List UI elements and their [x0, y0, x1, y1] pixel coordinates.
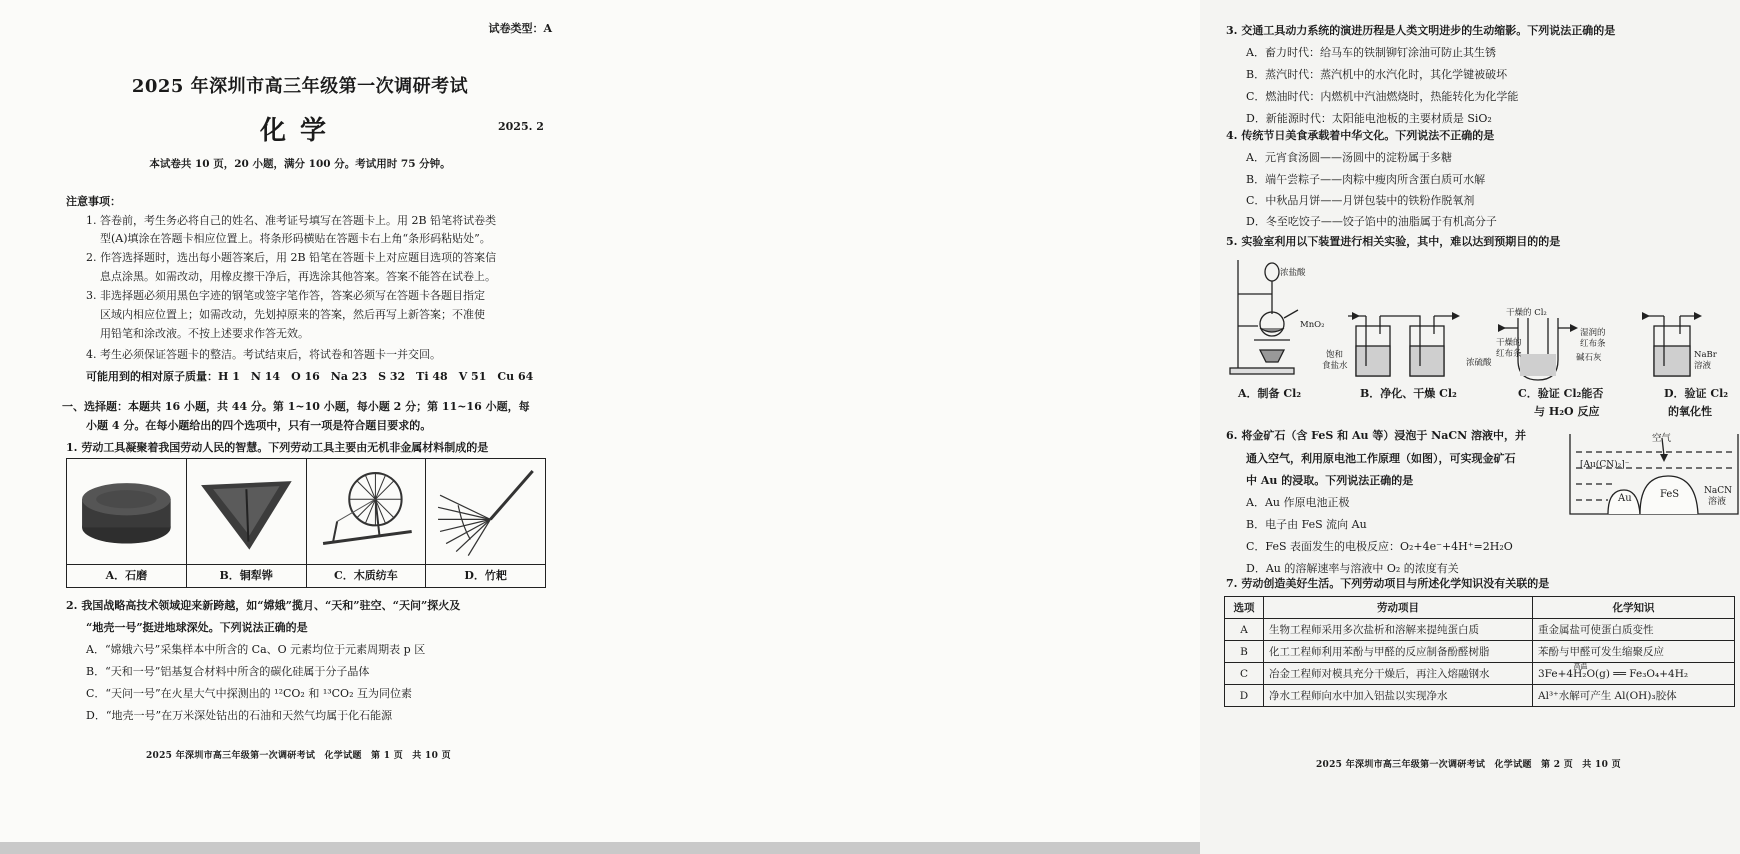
subject-title: 化学: [259, 116, 340, 146]
q5-caption-c[interactable]: C．验证 Cl₂能否: [1518, 387, 1604, 400]
millstone-image: [73, 465, 180, 558]
q2-option-d[interactable]: D．“地壳一号”在万米深处钻出的石油和天然气均属于化石能源: [86, 709, 393, 722]
note-line: 1. 答卷前，考生务必将自己的姓名、准考证号填写在答题卡上。用 2B 铅笔将试卷类: [86, 214, 497, 227]
row-knowledge: 重金属盐可使蛋白质变性: [1533, 619, 1735, 641]
q5-caption-b[interactable]: B．净化、干燥 Cl₂: [1360, 387, 1457, 400]
table-header-row: [1225, 597, 1735, 619]
section-heading-cont: 小题 4 分。在每小题给出的四个选项中，只有一项是符合题目要求的。: [86, 419, 432, 432]
scan-edge: [0, 842, 1200, 854]
q6-stem-cont: 中 Au 的浸取。下列说法正确的是: [1246, 474, 1414, 487]
q1-option-d[interactable]: [426, 459, 545, 587]
q4-option-a[interactable]: A．元宵食汤圆——汤圆中的淀粉属于多糖: [1246, 151, 1452, 164]
exam-title: 2025 年深圳市高三年级第一次调研考试: [131, 76, 469, 97]
q1-option-b[interactable]: [187, 459, 307, 587]
q1-caption: D．竹耙: [426, 564, 545, 587]
q2-stem: 2. 我国战略高技术领域迎来新跨越，如“嫦娥”揽月、“天和”驻空、“天问”探火及: [66, 599, 461, 612]
q5-caption-a[interactable]: A．制备 Cl₂: [1238, 387, 1302, 400]
label-soda-lime: 碱石灰: [1576, 353, 1602, 363]
q3-option-a[interactable]: A．畜力时代：给马车的铁制铆钉涂油可防止其生锈: [1246, 46, 1496, 59]
label-mno2: MnO₂: [1300, 320, 1325, 330]
q5-caption-d[interactable]: D．验证 Cl₂: [1664, 387, 1729, 400]
table-row[interactable]: [1225, 685, 1735, 707]
q5-caption-c-2: 与 H₂O 反应: [1534, 405, 1600, 418]
note-line: 4. 考生必须保证答题卡的整洁。考试结束后，将试卷和答题卡一并交回。: [86, 348, 441, 361]
label-fes: FeS: [1660, 489, 1680, 500]
row-knowledge: 苯酚与甲醛可发生缩聚反应: [1533, 641, 1735, 663]
q1-option-c[interactable]: [307, 459, 427, 587]
q6-option-a[interactable]: A．Au 作原电池正极: [1246, 496, 1350, 509]
q1-image-table: [66, 458, 546, 588]
q5-stem: 5. 实验室利用以下装置进行相关实验，其中，难以达到预期目的的是: [1226, 235, 1561, 248]
row-option: D: [1225, 685, 1264, 707]
q3-stem: 3. 交通工具动力系统的演进历程是人类文明进步的生动缩影。下列说法正确的是: [1226, 24, 1616, 37]
row-project: 生物工程师采用多次盐析和溶解来提纯蛋白质: [1264, 619, 1533, 641]
notes-title: 注意事项：: [66, 195, 121, 208]
label-au-complex: [Au(CN)₂]⁻: [1580, 460, 1630, 470]
label-sat-nacl-2: 食盐水: [1322, 361, 1348, 371]
page-1: [0, 0, 600, 842]
column-header: 选项: [1225, 597, 1264, 619]
page-2: [600, 0, 1733, 842]
q1-option-a[interactable]: [67, 459, 187, 587]
column-header: 劳动项目: [1264, 597, 1533, 619]
label-nabr: NaBr: [1694, 350, 1717, 360]
note-line: 3. 非选择题必须用黑色字迹的钢笔或签字笔作答，答案必须写在答题卡各题目指定: [86, 289, 485, 302]
label-wet-cloth-2: 红布条: [1580, 339, 1606, 349]
q7-stem: 7. 劳动创造美好生活。下列劳动项目与所述化学知识没有关联的是: [1226, 577, 1550, 590]
note-line: 用铅笔和涂改液。不按上述要求作答无效。: [100, 327, 309, 340]
table-row[interactable]: [1225, 619, 1735, 641]
q2-option-c[interactable]: C．“天问一号”在火星大气中探测出的 ¹²CO₂ 和 ¹³CO₂ 互为同位素: [86, 687, 412, 700]
note-line: 2. 作答选择题时，选出每小题答案后，用 2B 铅笔在答题卡上对应题目选项的答案信: [86, 251, 497, 264]
q4-option-b[interactable]: B．端午尝粽子——肉粽中瘦肉所含蛋白质可水解: [1246, 173, 1486, 186]
q6-option-c[interactable]: C．FeS 表面发生的电极反应：O₂+4e⁻+4H⁺=2H₂O: [1246, 540, 1513, 553]
paper-type: 试卷类型：A: [488, 22, 552, 35]
label-nacn-2: 溶液: [1708, 497, 1727, 507]
label-au: Au: [1618, 493, 1632, 504]
q2-option-a[interactable]: A．“嫦娥六号”采集样本中所含的 Ca、O 元素均位于元素周期表 p 区: [86, 643, 426, 656]
q6-stem-cont: 通入空气，利用原电池工作原理（如图），可实现金矿石: [1246, 452, 1516, 465]
high-temp-note: 高温: [1573, 661, 1588, 670]
q4-stem: 4. 传统节日美食承载着中华文化。下列说法不正确的是: [1226, 129, 1495, 142]
page-footer: 2025 年深圳市高三年级第一次调研考试 化学试题 第 1 页 共 10 页: [146, 751, 451, 761]
atomic-mass-line: 可能用到的相对原子质量：H 1 N 14 O 16 Na 23 S 32 Ti 48 V 51 Cu 64: [86, 370, 534, 383]
q2-stem-cont: “地壳一号”挺进地球深处。下列说法正确的是: [86, 621, 308, 634]
exam-intro: 本试卷共 10 页，20 小题，满分 100 分。考试用时 75 分钟。: [149, 158, 451, 170]
section-heading: 一、选择题：本题共 16 小题，共 44 分。第 1~10 小题，每小题 2 分；第 11~16 小题，每: [62, 400, 530, 413]
q3-option-d[interactable]: D．新能源时代：太阳能电池板的主要材质是 SiO₂: [1246, 112, 1492, 125]
label-nabr-2: 溶液: [1694, 361, 1712, 371]
q5-caption-d-2: 的氧化性: [1668, 405, 1712, 418]
q1-caption: B．铜犁铧: [187, 564, 306, 587]
table-row[interactable]: [1225, 641, 1735, 663]
label-air: 空气: [1652, 433, 1672, 444]
table-row[interactable]: [1225, 663, 1735, 685]
q1-caption: C．木质纺车: [307, 564, 426, 587]
spinning-wheel-image: [313, 465, 420, 558]
label-sat-nacl: 饱和: [1326, 350, 1344, 360]
q7-table: [1224, 596, 1735, 707]
q4-option-d[interactable]: D．冬至吃饺子——饺子馅中的油脂属于有机高分子: [1246, 215, 1497, 228]
row-project: 化工工程师利用苯酚与甲醛的反应制备酚醛树脂: [1264, 641, 1533, 663]
note-line: 区域内相应位置上；如需改动，先划掉原来的答案，然后再写上新答案；不准使: [100, 308, 485, 321]
row-knowledge: Al³⁺水解可产生 Al(OH)₃胶体: [1533, 685, 1735, 707]
q1-caption: A．石磨: [67, 564, 186, 587]
label-dry-cloth: 干燥的: [1496, 338, 1522, 348]
note-line: 型(A)填涂在答题卡相应位置上。将条形码横贴在答题卡右上角“条形码粘贴处”。: [100, 232, 491, 245]
knowledge-formula: 3Fe+4H₂O(g) ══ Fe₃O₄+4H₂: [1538, 667, 1689, 680]
label-nacn: NaCN: [1704, 486, 1733, 496]
column-header: 化学知识: [1533, 597, 1735, 619]
label-conc-h2so4: 浓硫酸: [1466, 358, 1492, 368]
bamboo-rake-image: [432, 465, 539, 558]
row-knowledge: [1533, 663, 1735, 685]
q6-stem: 6. 将金矿石（含 FeS 和 Au 等）浸泡于 NaCN 溶液中，并: [1226, 429, 1526, 442]
copper-plowshare-image: [193, 465, 300, 558]
q3-option-c[interactable]: C．燃油时代：内燃机中汽油燃烧时，热能转化为化学能: [1246, 90, 1519, 103]
row-option: B: [1225, 641, 1264, 663]
row-project: 净水工程师向水中加入铝盐以实现净水: [1264, 685, 1533, 707]
q6-option-d[interactable]: D．Au 的溶解速率与溶液中 O₂ 的浓度有关: [1246, 562, 1459, 575]
q4-option-c[interactable]: C．中秋品月饼——月饼包装中的铁粉作脱氧剂: [1246, 194, 1475, 207]
label-wet-cloth: 湿润的: [1580, 328, 1606, 338]
q6-option-b[interactable]: B．电子由 FeS 流向 Au: [1246, 518, 1367, 531]
exam-date: 2025. 2: [498, 120, 544, 133]
label-dry-cl2: 干燥的 Cl₂: [1506, 308, 1547, 318]
row-project: 冶金工程师对模具充分干燥后，再注入熔融钢水: [1264, 663, 1533, 685]
row-option: A: [1225, 619, 1264, 641]
page-footer: 2025 年深圳市高三年级第一次调研考试 化学试题 第 2 页 共 10 页: [1316, 760, 1621, 770]
q2-option-b[interactable]: B．“天和一号”铝基复合材料中所含的碳化硅属于分子晶体: [86, 665, 370, 678]
row-option: C: [1225, 663, 1264, 685]
q3-option-b[interactable]: B．蒸汽时代：蒸汽机中的水汽化时，其化学键被破坏: [1246, 68, 1508, 81]
q1-stem: 1. 劳动工具凝聚着我国劳动人民的智慧。下列劳动工具主要由无机非金属材料制成的是: [66, 441, 489, 454]
label-conc-hcl: 浓盐酸: [1280, 268, 1306, 278]
label-dry-cloth-2: 红布条: [1496, 349, 1522, 359]
note-line: 息点涂黑。如需改动，用橡皮擦干净后，再选涂其他答案。答案不能答在试卷上。: [100, 270, 496, 283]
